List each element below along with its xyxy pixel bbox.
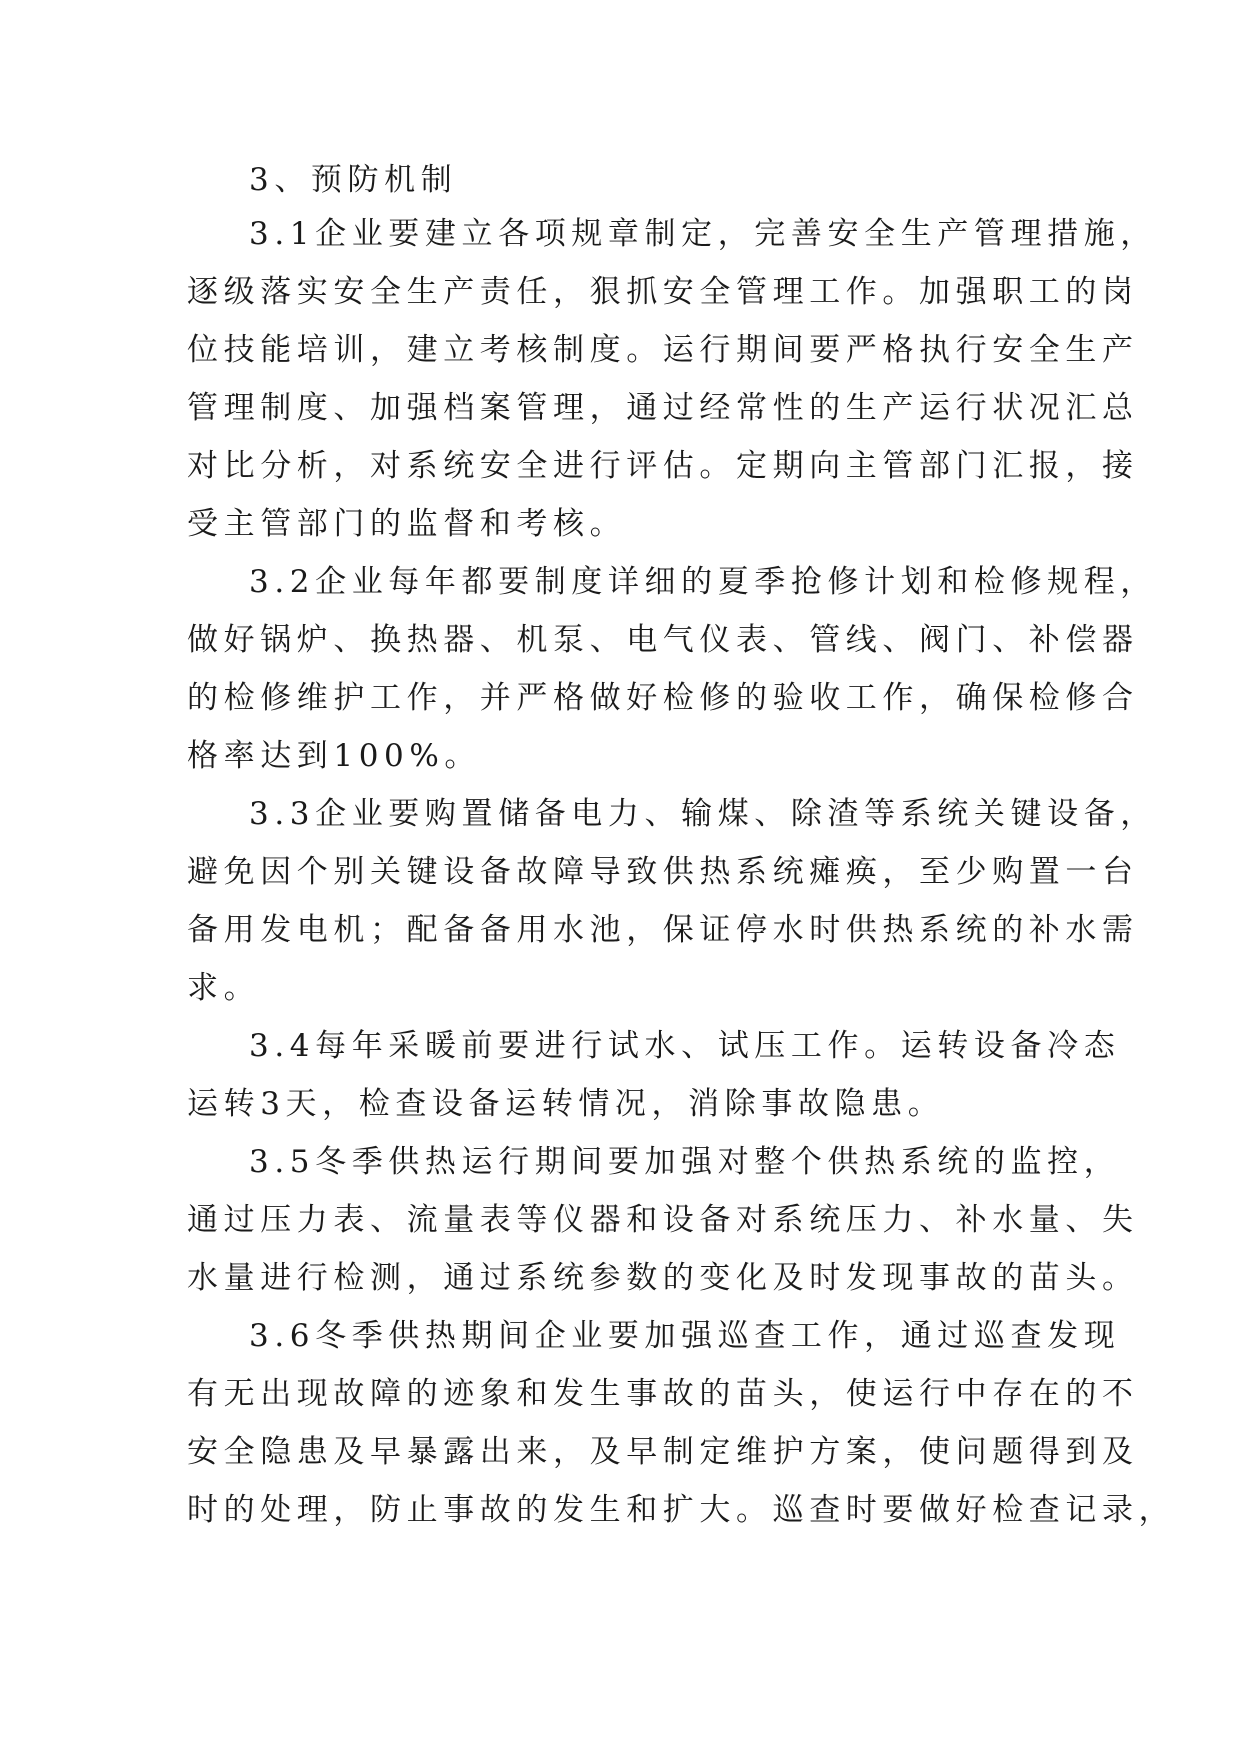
paragraph-3-2-line-3: 的检修维护工作，并严格做好检修的验收工作，确保检修合 — [187, 680, 1139, 716]
paragraph-3-2-line-2: 做好锅炉、换热器、机泵、电气仪表、管线、阀门、补偿器 — [187, 622, 1139, 658]
paragraph-3-6-line-4: 时的处理，防止事故的发生和扩大。巡查时要做好检查记录， — [187, 1492, 1176, 1528]
paragraph-3-6-line-2: 有无出现故障的迹象和发生事故的苗头，使运行中存在的不 — [187, 1376, 1139, 1412]
paragraph-3-3-line-3: 备用发电机；配备备用水池，保证停水时供热系统的补水需 — [187, 912, 1139, 948]
paragraph-3-3-line-4: 求。 — [187, 970, 261, 1006]
paragraph-3-5-line-3: 水量进行检测，通过系统参数的变化及时发现事故的苗头。 — [187, 1260, 1139, 1296]
section-heading: 3、预防机制 — [249, 162, 458, 198]
paragraph-3-5-line-2: 通过压力表、流量表等仪器和设备对系统压力、补水量、失 — [187, 1202, 1139, 1238]
paragraph-3-1-line-5: 对比分析，对系统安全进行评估。定期向主管部门汇报，接 — [187, 448, 1139, 484]
paragraph-3-6-line-3: 安全隐患及早暴露出来，及早制定维护方案，使问题得到及 — [187, 1434, 1139, 1470]
paragraph-3-6-line-1: 3.6冬季供热期间企业要加强巡查工作，通过巡查发现 — [249, 1318, 1121, 1354]
paragraph-3-1-line-1: 3.1企业要建立各项规章制定，完善安全生产管理措施， — [249, 216, 1157, 252]
paragraph-3-3-line-2: 避免因个别关键设备故障导致供热系统瘫痪，至少购置一台 — [187, 854, 1139, 890]
paragraph-3-5-line-1: 3.5冬季供热运行期间要加强对整个供热系统的监控， — [249, 1144, 1121, 1180]
paragraph-3-2-line-1: 3.2企业每年都要制度详细的夏季抢修计划和检修规程， — [249, 564, 1157, 600]
paragraph-3-1-line-3: 位技能培训，建立考核制度。运行期间要严格执行安全生产 — [187, 332, 1139, 368]
paragraph-3-1-line-4: 管理制度、加强档案管理，通过经常性的生产运行状况汇总 — [187, 390, 1139, 426]
paragraph-3-1-line-6: 受主管部门的监督和考核。 — [187, 506, 627, 542]
paragraph-3-4-line-1: 3.4每年采暖前要进行试水、试压工作。运转设备冷态 — [249, 1028, 1121, 1064]
paragraph-3-2-line-4: 格率达到100%。 — [187, 738, 482, 774]
paragraph-3-3-line-1: 3.3企业要购置储备电力、输煤、除渣等系统关键设备， — [249, 796, 1157, 832]
paragraph-3-4-line-2: 运转3天，检查设备运转情况，消除事故隐患。 — [187, 1086, 945, 1122]
paragraph-3-1-line-2: 逐级落实安全生产责任，狠抓安全管理工作。加强职工的岗 — [187, 274, 1139, 310]
